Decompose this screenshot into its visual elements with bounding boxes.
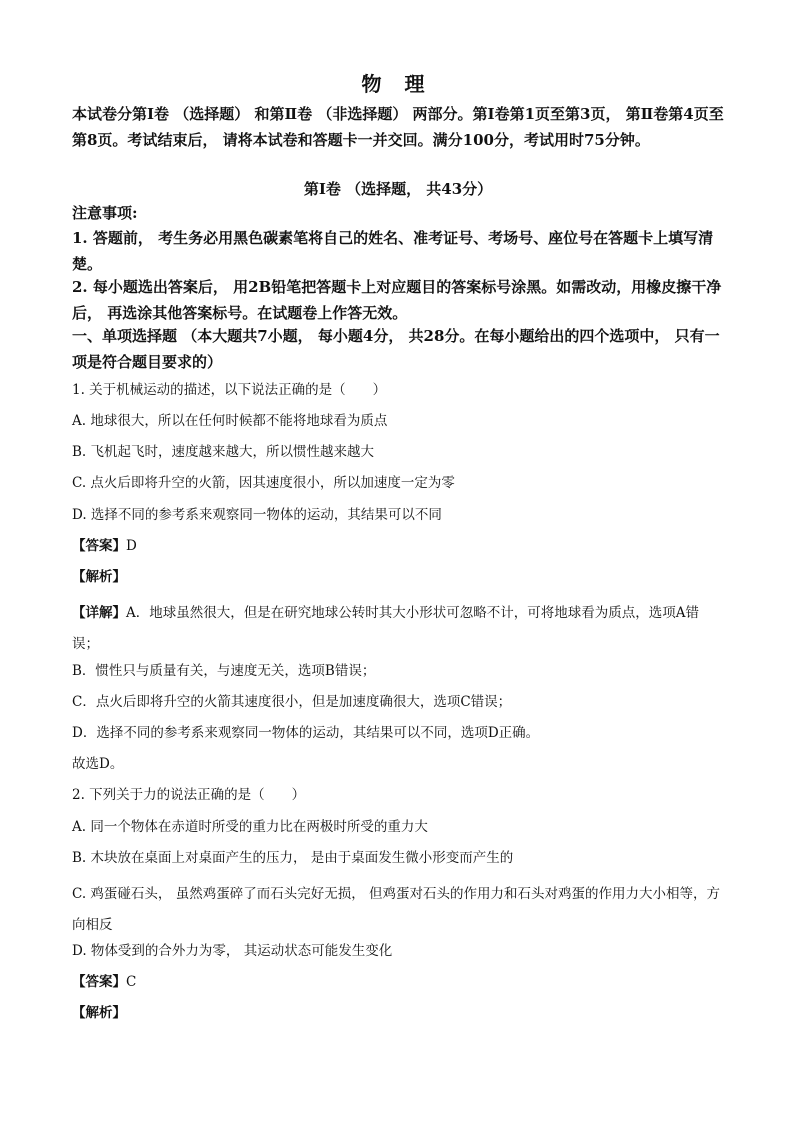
detail-tag: 【详解】 [72, 605, 126, 621]
q1-detail-d: D．选择不同的参考系来观察同一物体的运动，其结果可以不同，选项D正确。 [72, 725, 540, 741]
notice-item-2: 2. 每小题选出答案后， 用2B铅笔把答题卡上对应题目的答案标号涂黑。如需改动，用橡皮擦干净后， 再选涂其他答案标号。在试题卷上作答无效。 [72, 278, 722, 322]
q2-analysis-tag: 【解析】 [72, 1005, 126, 1021]
q2-stem: 2. 下列关于力的说法正确的是（ ） [72, 787, 306, 803]
q1-option-a: A. 地球很大，所以在任何时候都不能将地球看为质点 [72, 413, 388, 429]
part1-title: 第Ⅰ卷 （选择题， 共43分） [303, 180, 493, 198]
section1-heading: 一、单项选择题 （本大题共7小题， 每小题4分， 共28分。在每小题给出的四个选项中， 只有一项是符合题目要求的） [72, 327, 720, 371]
answer-value: D [126, 538, 137, 554]
q2-option-b: B. 木块放在桌面上对桌面产生的压力， 是由于桌面发生微小形变而产生的 [72, 850, 514, 866]
q2-answer [72, 972, 722, 992]
notice-heading: 注意事项: [72, 204, 138, 222]
q1-detail-a [72, 598, 722, 660]
q1-option-c: C. 点火后即将升空的火箭，因其速度很小，所以加速度一定为零 [72, 475, 455, 491]
q2-option-d: D. 物体受到的合外力为零， 其运动状态可能发生变化 [72, 943, 393, 959]
answer-tag: 【答案】 [72, 974, 126, 990]
q1-option-d: D. 选择不同的参考系来观察同一物体的运动，其结果可以不同 [72, 507, 442, 523]
q1-stem: 1. 关于机械运动的描述，以下说法正确的是（ ） [72, 382, 387, 398]
q1-analysis-tag: 【解析】 [72, 569, 126, 585]
page-title: 物 理 [361, 72, 433, 96]
q1-detail-b: B．惯性只与质量有关，与速度无关，选项B错误； [72, 663, 376, 679]
q1-detail-c: C．点火后即将升空的火箭其速度很小，但是加速度确很大，选项C错误； [72, 694, 512, 710]
intro-paragraph: 本试卷分第Ⅰ卷 （选择题） 和第Ⅱ卷 （非选择题） 两部分。第Ⅰ卷第1页至第3页， 第Ⅱ卷第4页至第8页。考试结束后， 请将本试卷和答题卡一并交回。满分100分，考试用时75分钟。 [72, 105, 724, 149]
q2-option-a: A. 同一个物体在赤道时所受的重力比在两极时所受的重力大 [72, 819, 428, 835]
notice-item-1: 1. 答题前， 考生务必用黑色碳素笔将自己的姓名、准考证号、考场号、座位号在答题卡上填写清楚。 [72, 229, 714, 273]
q1-conclusion: 故选D。 [72, 756, 124, 772]
detail-a-text: A．地球虽然很大，但是在研究地球公转时其大小形状可忽略不计，可将地球看为质点，选项A错误； [72, 605, 699, 652]
q2-option-c: C. 鸡蛋碰石头， 虽然鸡蛋碎了而石头完好无损， 但鸡蛋对石头的作用力和石头对鸡蛋的作用力大小相等，方向相反 [72, 886, 721, 933]
q1-option-b: B. 飞机起飞时，速度越来越大，所以惯性越来越大 [72, 444, 375, 460]
answer-tag: 【答案】 [72, 538, 126, 554]
q1-answer [72, 536, 722, 556]
answer-value: C [126, 974, 137, 990]
